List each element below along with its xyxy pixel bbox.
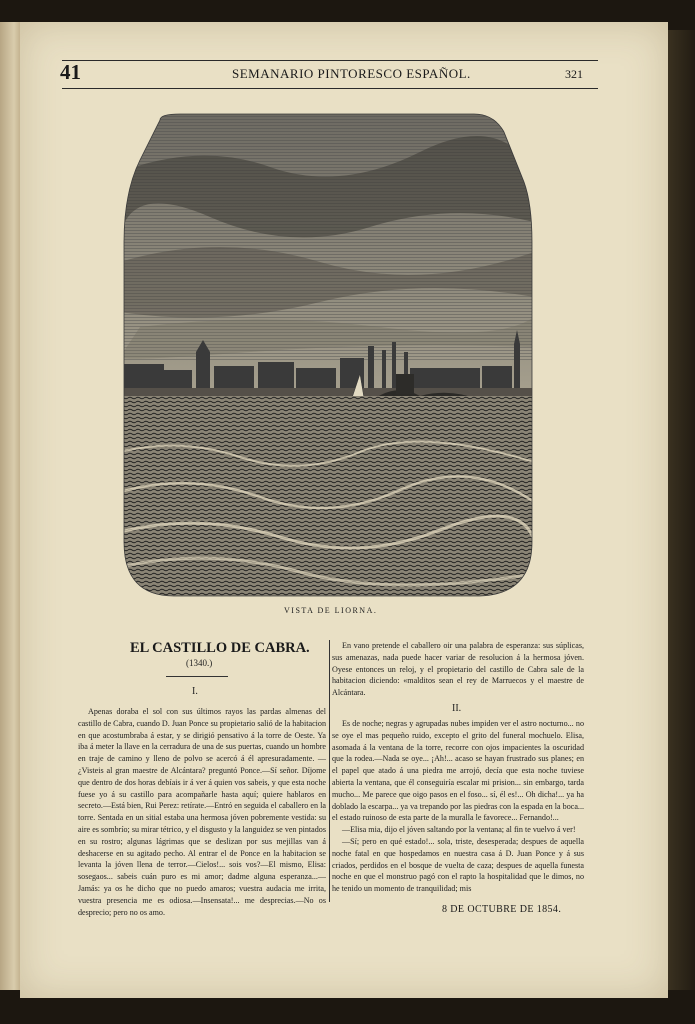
book-spine-shadow (668, 30, 695, 990)
section-two-paragraph-1: Es de noche; negras y agrupadas nubes impiden ver el astro nocturno... no se oye el mas pequeño ruido, excepto el grito del funeral mochuelo. Elisa, asomada á la ventana de la torre, recorre con ojos impacientes la oscuridad que la rodea.—Nada se oye... ¡Ah!... acaso se hayan frustrado sus planes; en el papel que atado á una piedra me arrojó, decía que esta noche tuviese abierta la ventana, que él conseguiría escalar mi prision... sin embargo, tarda mucho... Me parece que oigo pasos en el foso... sí, él es!... Oh dicha!... ya ha doblado la escarpa... ya va trepando por las piedras con la espada en la boca... el estado ruinoso de esta parte de la muralla le favorece... Fernando!... (332, 719, 584, 823)
issue-number: 41 (60, 60, 81, 84)
right-intro-paragraph: En vano pretende el caballero oir una palabra de esperanza: sus súplicas, sus amenazas, nada puede hacer variar de resolucion á la hermosa jóven. Oyese entonces un reloj, y el propietario del castillo de Cabra sale de la habitacion diciendo: «malditos sean el rey de Marruecos y el maestre de Alcántara. (332, 641, 584, 698)
title-rule (166, 676, 228, 677)
journal-title: SEMANARIO PINTORESCO ESPAÑOL. (232, 66, 471, 81)
header-rule-bottom (62, 88, 598, 89)
section-one-heading: I. (192, 686, 198, 697)
header-rule-top (62, 60, 598, 61)
section-two-paragraph-3: —Sí; pero en qué estado!... sola, triste, desesperada; despues de aquella noche fatal en que hospedamos en nuestra casa á D. Juan Ponce y á sus criados, perdidos en el bosque de vuelta de caza; despues de aquella funesta noche en que el monstruo pagó con el rapto la hospitalidad que le dimos, no he tenido un momento de tranquilidad; mis (332, 836, 584, 894)
section-one-paragraph: Apenas doraba el sol con sus últimos rayos las pardas almenas del castillo de Cabra, cuando D. Juan Ponce su propietario salió de la habitacion en que acostumbraba á estar, y se dirigió pensativo á la torre de Oeste. Ya iba á meter la llave en la cerradura de una de sus puertas, cuando un hombre en traje de camino y lleno de polvo se acercó á él apresuradamente. —¿Visteis al gran maestre de Alcántara? preguntó Ponce.—Sí señor. Díjome que dentro de dos horas debíais ir á ver á quien vos sabeis, y que esta noche fuese yo á su castillo para acompañarle hasta aquí; quiere hablaros en secreto.—Está bien, Rui Perez: retírate.—Entró en seguida el caballero en la torre. Sentada en un sitial estaba una hermosa jóven pobremente vestida: su aire es sombrío; su mirar tétrico, y el disgusto y la languidez se ven pintados en su rostro; algunas lágrimas que se deslizan por sus mejillas van á deshacerse en su agitado pecho. Al entrar el de Ponce en la habitacion se levanta la jóven llena de terror.—Cielos!... sois vos?—El mismo, Elisa: sosegaos... sabeis cuán puro es mi amor; dadme alguna esperanza...—Jamás: ya os he dicho que no puedo amaros; vuestra audacia me irrita, vuestra presencia me es odiosa.—Insensata!... me desprecias.—No os desprecio; pero no os amo. (78, 707, 326, 917)
right-column-intro (332, 640, 584, 699)
column-divider (329, 640, 330, 902)
article-title: EL CASTILLO DE CABRA. (130, 640, 310, 656)
right-column (332, 718, 584, 895)
page-number: 321 (565, 67, 583, 81)
left-column (78, 706, 326, 918)
section-two-heading: II. (452, 703, 462, 714)
previous-page-edge (0, 22, 20, 990)
engraving-view-of-livorno (120, 112, 534, 598)
section-two-paragraph-2: —Elisa mia, dijo el jóven saltando por la ventana; al fin te vuelvo á ver! (342, 825, 576, 835)
footer-date: 8 DE OCTUBRE DE 1854. (442, 904, 562, 915)
article-date: (1340.) (186, 658, 213, 668)
illustration-caption: VISTA DE LIORNA. (284, 606, 378, 615)
